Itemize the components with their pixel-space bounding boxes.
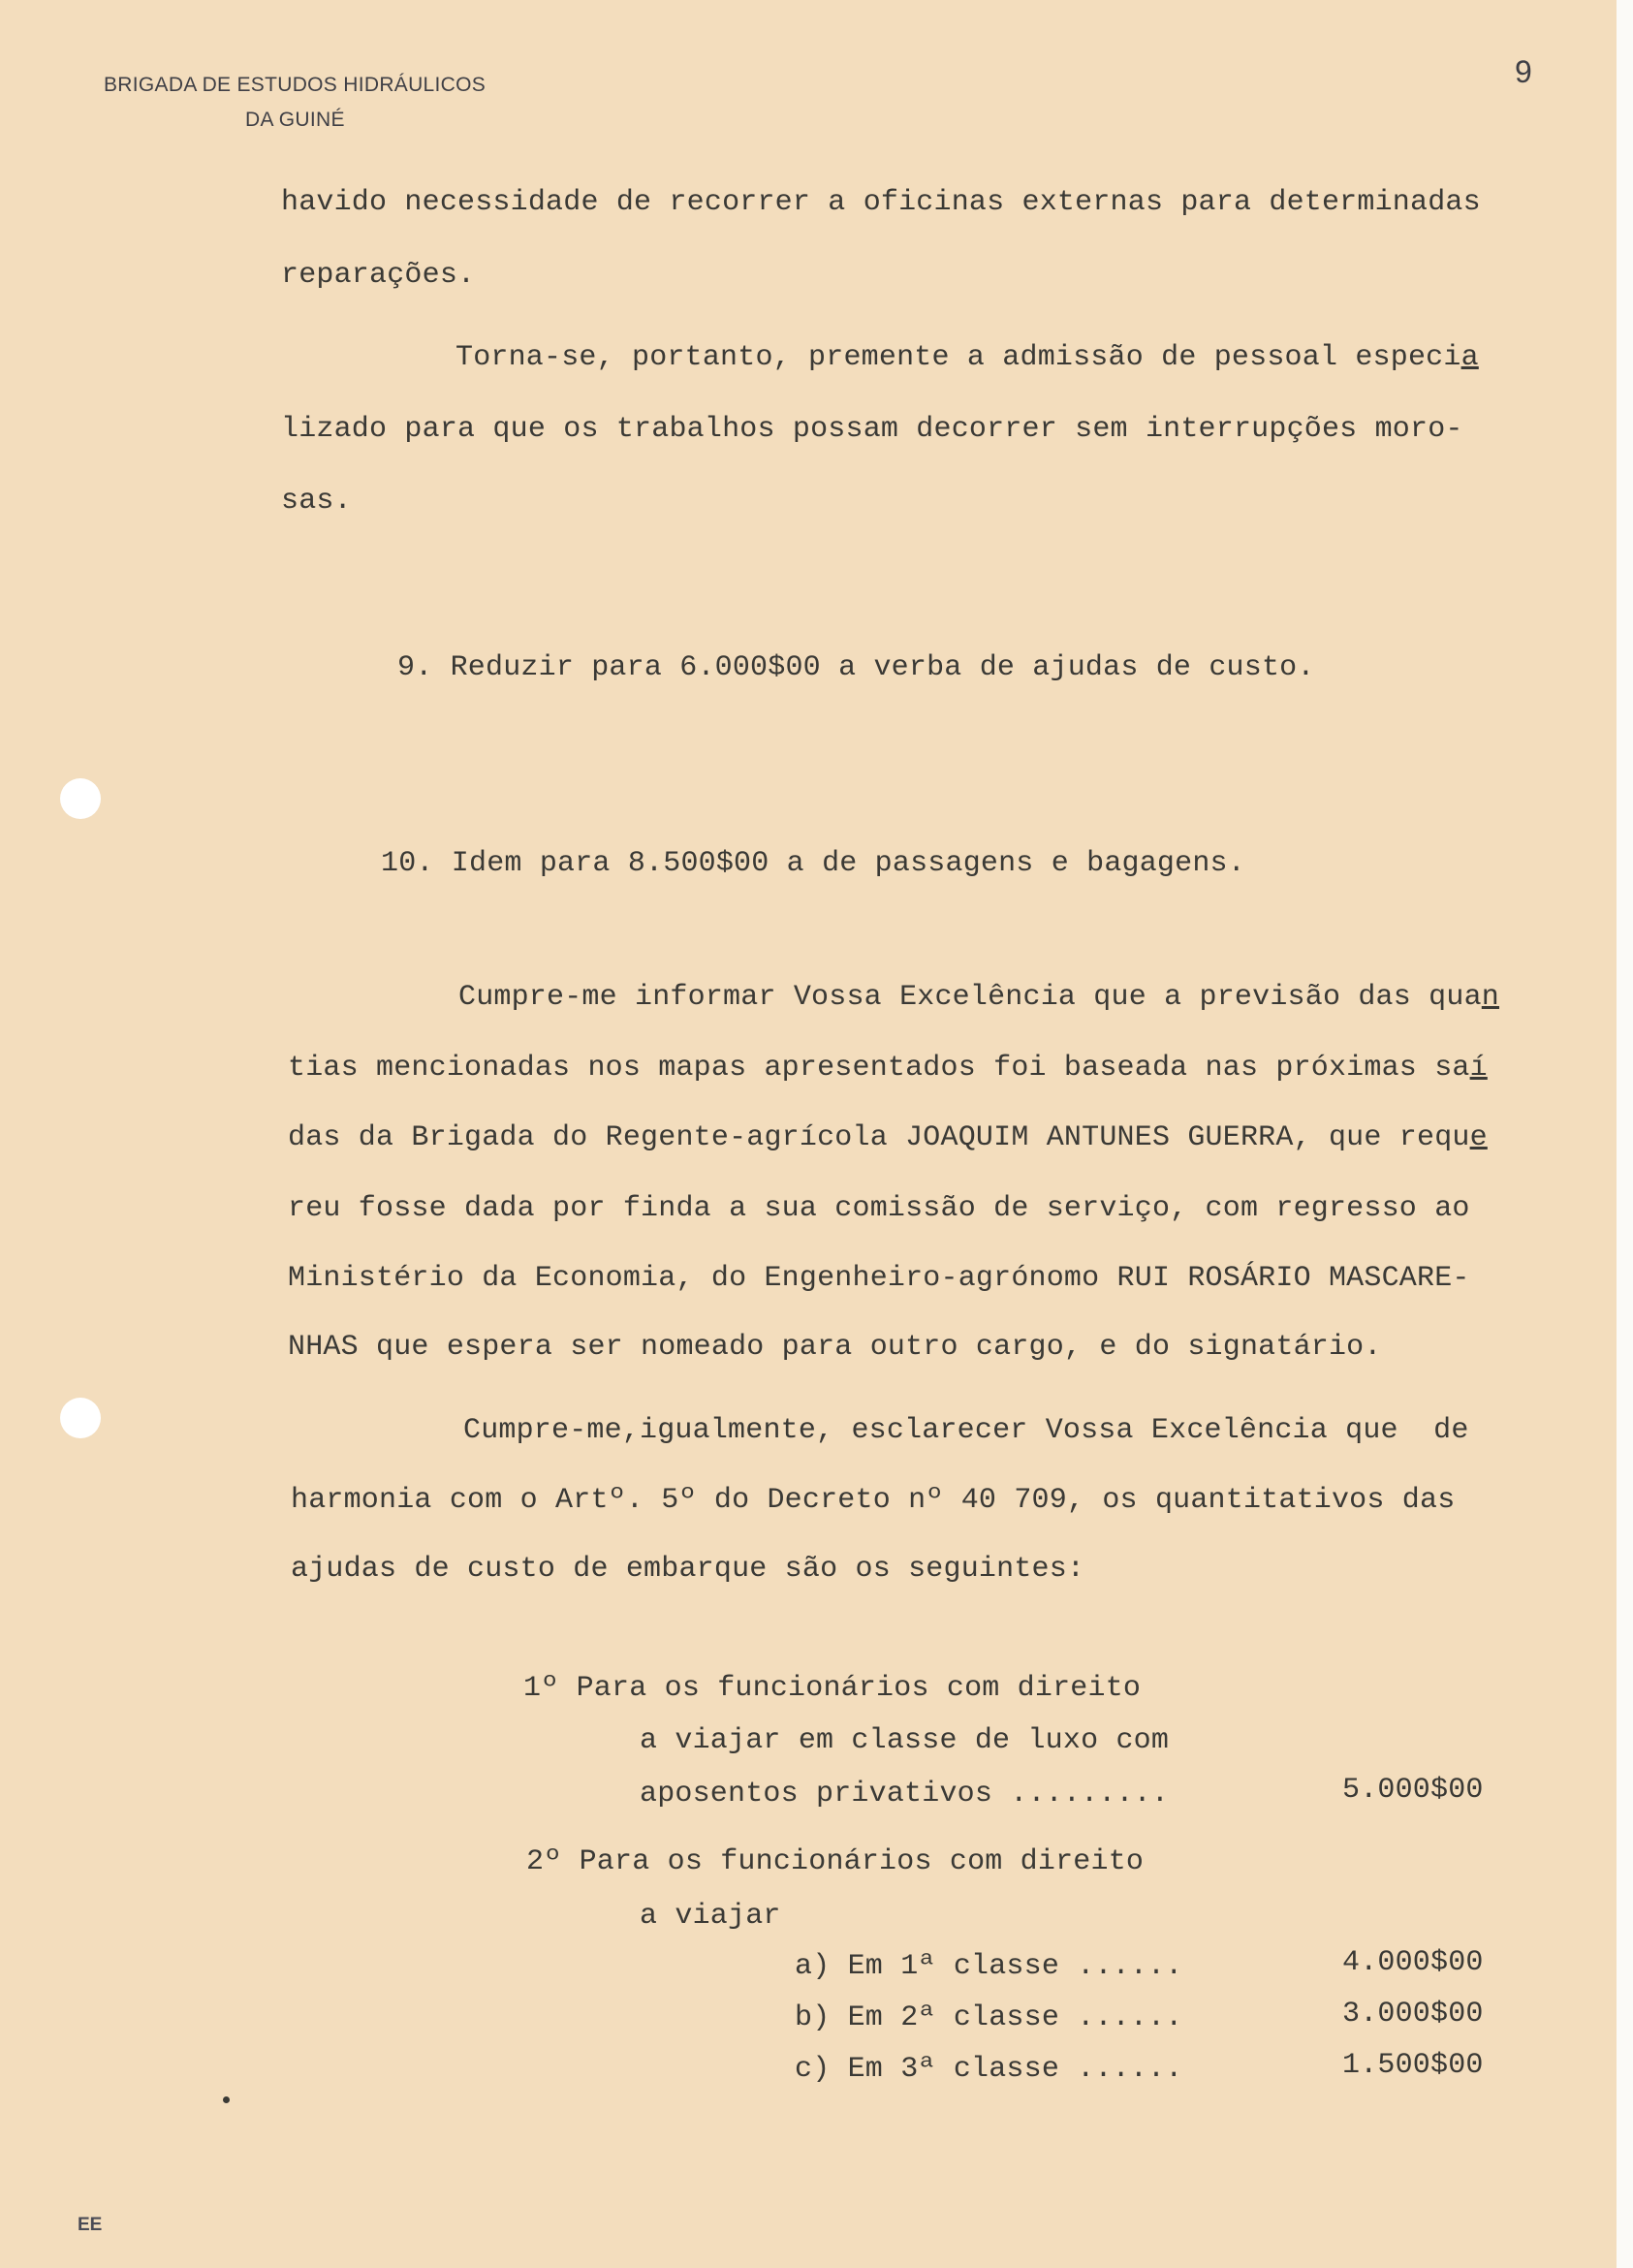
list-item-1-line-2: a viajar em classe de luxo com	[640, 1724, 1170, 1757]
hyphen-mark: e	[1469, 1121, 1488, 1154]
paragraph-2-line-1-text: Torna-se, portanto, premente a admissão de pessoal especi	[455, 341, 1461, 374]
list-item-2-line-2: a viajar	[640, 1900, 781, 1933]
paragraph-3-line-5: Ministério da Economia, do Engenheiro-agrónomo RUI ROSÁRIO MASCARE-	[288, 1262, 1470, 1295]
punch-hole	[60, 778, 101, 819]
typist-initials: EE	[78, 2215, 103, 2235]
paragraph-3-line-3-text: das da Brigada do Regente-agrícola JOAQUIM ANTUNES GUERRA, que requ	[288, 1121, 1470, 1154]
class-1-value: 4.000$00	[1342, 1946, 1484, 1979]
paragraph-3-line-2-text: tias mencionadas nos mapas apresentados foi baseada nas próximas sa	[288, 1052, 1470, 1085]
class-3-value: 1.500$00	[1342, 2049, 1484, 2082]
letterhead-line-2: DA GUINÉ	[245, 109, 345, 131]
page-edge	[1617, 0, 1633, 2268]
hyphen-mark: n	[1481, 981, 1499, 1014]
paragraph-1-line-1: havido necessidade de recorrer a oficinas externas para determinadas	[281, 186, 1481, 219]
item-9: 9. Reduzir para 6.000$00 a verba de ajudas de custo.	[397, 651, 1315, 684]
page-number: 9	[1515, 54, 1532, 89]
list-item-1-value: 5.000$00	[1342, 1774, 1484, 1807]
letterhead	[104, 68, 486, 138]
paragraph-2-line-1	[455, 341, 1479, 374]
punch-hole	[60, 1398, 101, 1438]
paragraph-3-line-4: reu fosse dada por finda a sua comissão de serviço, com regresso ao	[288, 1192, 1470, 1225]
paragraph-3-line-6: NHAS que espera ser nomeado para outro cargo, e do signatário.	[288, 1331, 1382, 1364]
list-item-1-line-3: aposentos privativos .........	[640, 1778, 1170, 1811]
paragraph-3-line-1-text: Cumpre-me informar Vossa Excelência que a previsão das qua	[458, 981, 1482, 1014]
paragraph-3-line-3	[288, 1121, 1488, 1154]
ink-dot	[223, 2096, 230, 2103]
item-10: 10. Idem para 8.500$00 a de passagens e bagagens.	[381, 847, 1245, 880]
paragraph-2-line-2: lizado para que os trabalhos possam decorrer sem interrupções moro-	[281, 413, 1463, 446]
paragraph-4-line-3: ajudas de custo de embarque são os seguintes:	[291, 1553, 1085, 1586]
class-1-label: a) Em 1ª classe ......	[795, 1950, 1183, 1983]
hyphen-mark: í	[1469, 1052, 1488, 1085]
class-3-label: c) Em 3ª classe ......	[795, 2053, 1183, 2086]
paragraph-3-line-1	[458, 981, 1499, 1014]
hyphen-mark: a	[1460, 341, 1479, 374]
class-2-label: b) Em 2ª classe ......	[795, 2001, 1183, 2034]
paragraph-2-line-3: sas.	[281, 485, 352, 518]
letterhead-line-1: BRIGADA DE ESTUDOS HIDRÁULICOS	[104, 74, 487, 96]
list-item-1-line-1: 1º Para os funcionários com direito	[523, 1672, 1142, 1705]
paragraph-1-line-2: reparações.	[281, 259, 476, 292]
list-item-2-line-1: 2º Para os funcionários com direito	[526, 1845, 1145, 1878]
paragraph-3-line-2	[288, 1052, 1488, 1085]
paragraph-4-line-2: harmonia com o Artº. 5º do Decreto nº 40 709, os quantitativos das	[291, 1484, 1456, 1517]
paragraph-4-line-1: Cumpre-me,igualmente, esclarecer Vossa Excelência que de	[463, 1414, 1469, 1447]
class-2-value: 3.000$00	[1342, 1998, 1484, 2031]
